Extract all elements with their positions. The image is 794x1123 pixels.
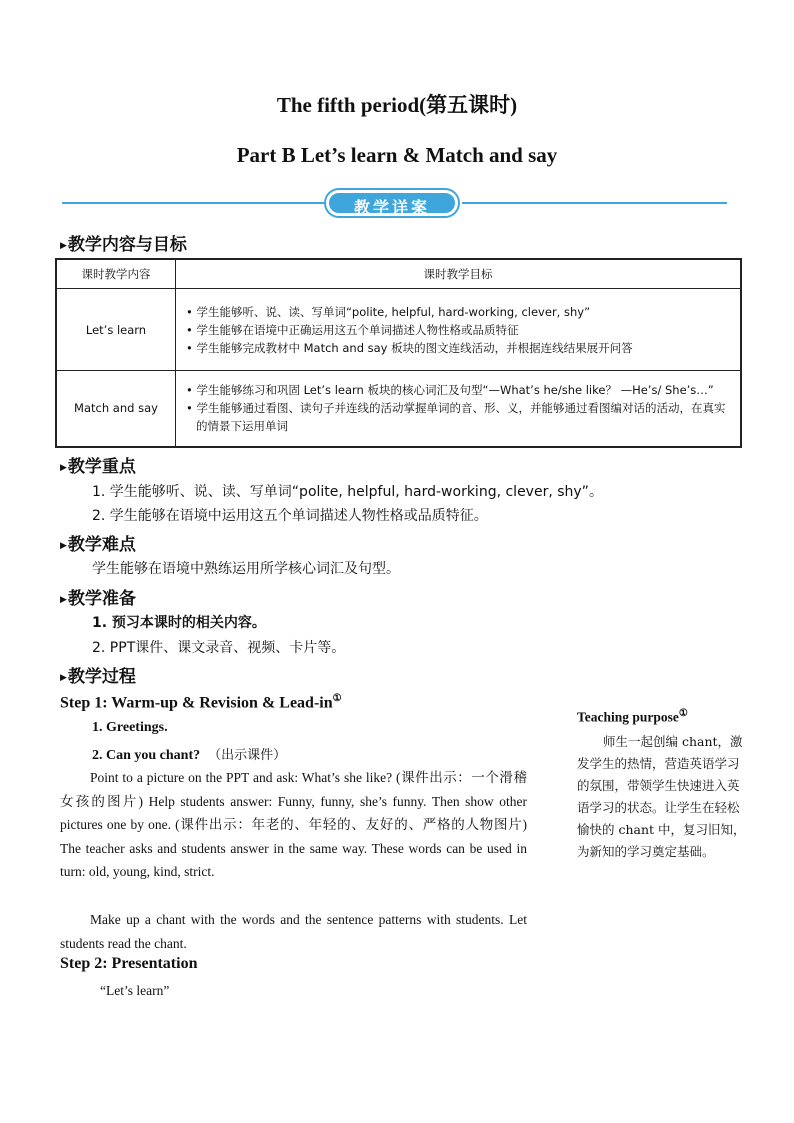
key-point-item: 1. 学生能够听、说、读、写单词“polite, helpful, hard-working, clever, shy”。 xyxy=(92,484,603,500)
objectives-table xyxy=(55,258,742,448)
triangle-bullet-icon: ▶ xyxy=(60,241,67,251)
page-title: The fifth period(第五课时) xyxy=(276,93,518,117)
step2-heading: Step 2: Presentation xyxy=(60,955,198,972)
row-label-lets-learn: Let’s learn xyxy=(56,289,176,371)
header-cell-objectives: 课时教学目标 xyxy=(176,259,742,289)
step2-line: “Let’s learn” xyxy=(100,983,170,998)
triangle-bullet-icon: ▶ xyxy=(60,463,67,473)
banner-badge xyxy=(326,190,458,216)
difficulty-text: 学生能够在语境中熟练运用所学核心词汇及句型。 xyxy=(92,561,400,577)
step1-item-chant: 2. Can you chant? （出示课件） xyxy=(92,748,287,763)
step1-heading: Step 1: Warm-up & Revision & Lead-in① xyxy=(60,693,342,712)
side-note-title: Teaching purpose① xyxy=(577,708,688,725)
row-label-match-and-say: Match and say xyxy=(56,371,176,447)
triangle-bullet-icon: ▶ xyxy=(60,595,67,605)
row-objectives-match-and-say xyxy=(176,371,742,447)
side-note-text: 师生一起创编 chant，激发学生的热情，营造英语学习的氛围，带领学生快速进入英语学习的状态。让学生在轻松愉快的 chant 中，复习旧知，为新知的学习奠定基础。 xyxy=(577,734,746,859)
preparation-item: 2. PPT课件、课文录音、视频、卡片等。 xyxy=(92,640,346,656)
objective-bullet: • 学生能够完成教材中 Match and say 板块的图文连线活动，并根据连线结果展开问答 xyxy=(186,340,633,355)
step1-paragraph: Make up a chant with the words and the sentence patterns with students. Let students read the chant. xyxy=(60,912,527,951)
objective-bullet: • 学生能够在语境中正确运用这五个单词描述人物性格或品质特征 xyxy=(186,322,519,337)
objective-bullet: • 学生能够通过看图、读句子并连线的活动掌握单词的音、形、义，并能够通过看图编对话的活动，在真实的情景下运用单词 xyxy=(186,401,726,434)
step1-item-greetings: 1. Greetings. xyxy=(92,720,168,735)
triangle-bullet-icon: ▶ xyxy=(60,673,67,683)
triangle-bullet-icon: ▶ xyxy=(60,541,67,551)
page-subtitle: Part B Let’s learn & Match and say xyxy=(236,143,558,167)
table-row xyxy=(56,371,741,447)
banner-line-left xyxy=(62,202,324,204)
table-header-row xyxy=(56,259,741,289)
section-heading-content: ▶教学内容与目标 xyxy=(60,235,187,255)
header-cell-content: 课时教学内容 xyxy=(56,259,176,289)
row-objectives-lets-learn xyxy=(176,289,742,371)
section-heading-preparation: ▶教学准备 xyxy=(60,589,136,609)
objective-bullet: • 学生能够练习和巩固 Let’s learn 板块的核心词汇及句型“—What’s he/she like？ —He’s/ She’s…” xyxy=(186,383,714,398)
key-point-item: 2. 学生能够在语境中运用这五个单词描述人物性格或品质特征。 xyxy=(92,508,488,524)
footnote-mark: ① xyxy=(678,708,688,719)
section-heading-key-points: ▶教学重点 xyxy=(60,457,136,477)
preparation-item: 1. 预习本课时的相关内容。 xyxy=(92,615,266,631)
section-heading-difficulties: ▶教学难点 xyxy=(60,535,136,555)
banner-text: 教学详案 xyxy=(353,198,430,217)
section-heading-process: ▶教学过程 xyxy=(60,667,136,687)
step1-paragraph: Point to a picture on the PPT and ask: What’s she like? (课件出示：一个滑稽女孩的图片) Help students answer: Funny, funny, she’s funny. Then show other pictures one by one. (课件出示：年老的、年轻的、友好的、严格的人物图片) The teacher asks and students answer in the same way. These words can be used in turn: old, young, kind, strict. xyxy=(60,770,527,879)
banner-line-right xyxy=(462,202,727,204)
objective-bullet: • 学生能够听、说、读、写单词“polite, helpful, hard-working, clever, shy” xyxy=(186,304,591,319)
footnote-mark: ① xyxy=(332,693,342,704)
table-row xyxy=(56,289,741,371)
